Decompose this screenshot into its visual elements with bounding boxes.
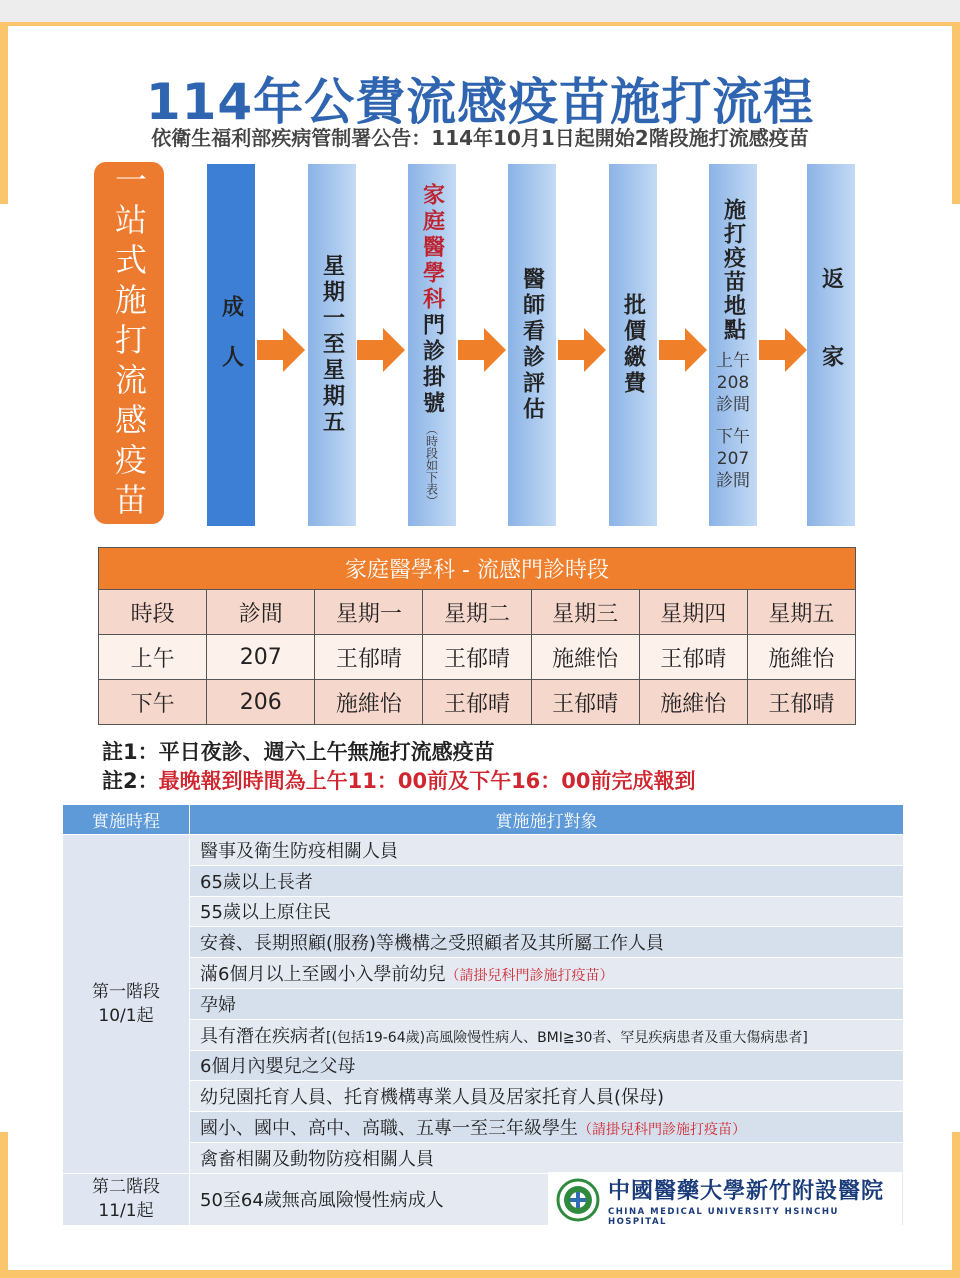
flow-adult-text: 成人 (218, 295, 244, 395)
table-cell: 王郁晴 (423, 680, 531, 725)
flow-location-text: 施打疫苗地點 (720, 198, 746, 342)
flow-step-doctor (508, 164, 556, 526)
flow-register-text: 門診掛號 (419, 313, 445, 417)
table-row (63, 1081, 904, 1112)
arrow-right-icon (558, 328, 606, 372)
table-row (63, 958, 904, 989)
list-item: 滿6個月以上至國小入學前幼兒（請掛兒科門診施打疫苗） (190, 958, 904, 989)
pediatric-note: （請掛兒科門診施打疫苗） (445, 968, 614, 985)
table-row (63, 927, 904, 958)
list-item: 65歲以上長者 (190, 865, 904, 896)
poster (0, 22, 960, 1278)
table-cell: 王郁晴 (531, 680, 639, 725)
table-cell: 施維怡 (639, 680, 747, 725)
flow-step-home (807, 164, 855, 526)
header-cell: 星期二 (423, 590, 531, 635)
table-row (63, 896, 904, 927)
clinic-schedule-table (98, 547, 856, 725)
note-2: 註2：最晚報到時間為上午11：00前及下午16：00前完成報到 (102, 769, 696, 793)
targets-header-phase: 實施時程 (63, 805, 190, 835)
flow-step-pay (609, 164, 657, 526)
pediatric-note: （請掛兒科門診施打疫苗） (578, 1122, 746, 1139)
flow-doctor-text: 醫師看診評估 (519, 267, 545, 423)
header-cell: 時段 (99, 590, 207, 635)
table-cell: 王郁晴 (423, 635, 531, 680)
page-title: 114年公費流感疫苗施打流程 (145, 73, 815, 131)
table-cell: 王郁晴 (315, 635, 423, 680)
table-cell: 206 (207, 680, 315, 725)
hospital-emblem-icon (556, 1178, 600, 1222)
table-row (99, 680, 856, 725)
flow-weekdays-text: 星期一至星期五 (319, 254, 345, 436)
table-row (63, 1112, 904, 1143)
header-cell: 診間 (207, 590, 315, 635)
flow-am-room: 上午 208 診間 (716, 351, 750, 415)
table-cell: 207 (207, 635, 315, 680)
table-row (63, 1142, 904, 1173)
list-item: 具有潛在疾病者[(包括19-64歲)高風險慢性病人、BMI≧30者、罕見疾病患者及重大傷病患者] (190, 1019, 904, 1050)
flow-register-note: （時段如下表） (424, 423, 439, 507)
phase1-cell: 第一階段 10/1起 (63, 835, 190, 1174)
one-stop-label: 一站式施打流感疫苗 (94, 162, 164, 524)
table-row (63, 835, 904, 866)
list-item: 6個月內嬰兒之父母 (190, 1050, 904, 1081)
page-subtitle: 依衛生福利部疾病管制署公告：114年10月1日起開始2階段施打流感疫苗 (151, 126, 809, 150)
arrow-right-icon (659, 328, 707, 372)
flow-home-text: 返家 (818, 267, 844, 423)
chronic-note: [(包括19-64歲)高風險慢性病人、BMI≧30者、罕見疾病患者及重大傷病患者] (326, 1029, 808, 1046)
arrow-right-icon (759, 328, 807, 372)
arrow-right-icon (257, 328, 305, 372)
arrow-right-icon (458, 328, 506, 372)
phase2-cell: 第二階段 11/1起 (63, 1173, 190, 1225)
table-cell: 施維怡 (747, 635, 855, 680)
flow-pay-text: 批價繳費 (620, 293, 646, 397)
note-1: 註1：平日夜診、週六上午無施打流感疫苗 (102, 740, 495, 764)
list-item: 孕婦 (190, 988, 904, 1019)
flow-step-weekdays (308, 164, 356, 526)
header-cell: 星期四 (639, 590, 747, 635)
table-row (63, 1019, 904, 1050)
flow-step-adult (207, 164, 255, 526)
flow-pm-room: 下午 207 診間 (716, 427, 750, 491)
table-row (63, 988, 904, 1019)
flow-register-dept: 家庭醫學科 (419, 183, 445, 313)
list-item: 國小、國中、高中、高職、五專一至三年級學生（請掛兒科門診施打疫苗） (190, 1112, 904, 1143)
flow-step-location (709, 164, 757, 526)
table-cell: 王郁晴 (639, 635, 747, 680)
list-item: 55歲以上原住民 (190, 896, 904, 927)
flow-step-register (408, 164, 456, 526)
clinic-table-header (99, 590, 856, 635)
targets-header-target: 實施施打對象 (190, 805, 904, 835)
table-cell: 施維怡 (315, 680, 423, 725)
hospital-logo (548, 1172, 902, 1228)
arrow-right-icon (357, 328, 405, 372)
clinic-table-caption: 家庭醫學科 - 流感門診時段 (99, 548, 856, 590)
hospital-logo-text: 中國醫藥大學新竹附設醫院 CHINA MEDICAL UNIVERSITY HSINCHU HOSPITAL (607, 1178, 884, 1227)
list-item: 50至64歲無高風險慢性病成人 (190, 1173, 904, 1225)
vaccination-targets-table (62, 804, 904, 1226)
table-cell: 下午 (99, 680, 207, 725)
table-cell: 施維怡 (531, 635, 639, 680)
header-cell: 星期五 (747, 590, 855, 635)
list-item: 安養、長期照顧(服務)等機構之受照顧者及其所屬工作人員 (190, 927, 904, 958)
header-cell: 星期三 (531, 590, 639, 635)
header-cell: 星期一 (315, 590, 423, 635)
table-cell: 王郁晴 (747, 680, 855, 725)
table-row (63, 865, 904, 896)
list-item: 醫事及衛生防疫相關人員 (190, 835, 904, 866)
table-cell: 上午 (99, 635, 207, 680)
table-row (99, 635, 856, 680)
table-row (63, 1050, 904, 1081)
list-item: 禽畜相關及動物防疫相關人員 (190, 1142, 904, 1173)
list-item: 幼兒園托育人員、托育機構專業人員及居家托育人員(保母) (190, 1081, 904, 1112)
